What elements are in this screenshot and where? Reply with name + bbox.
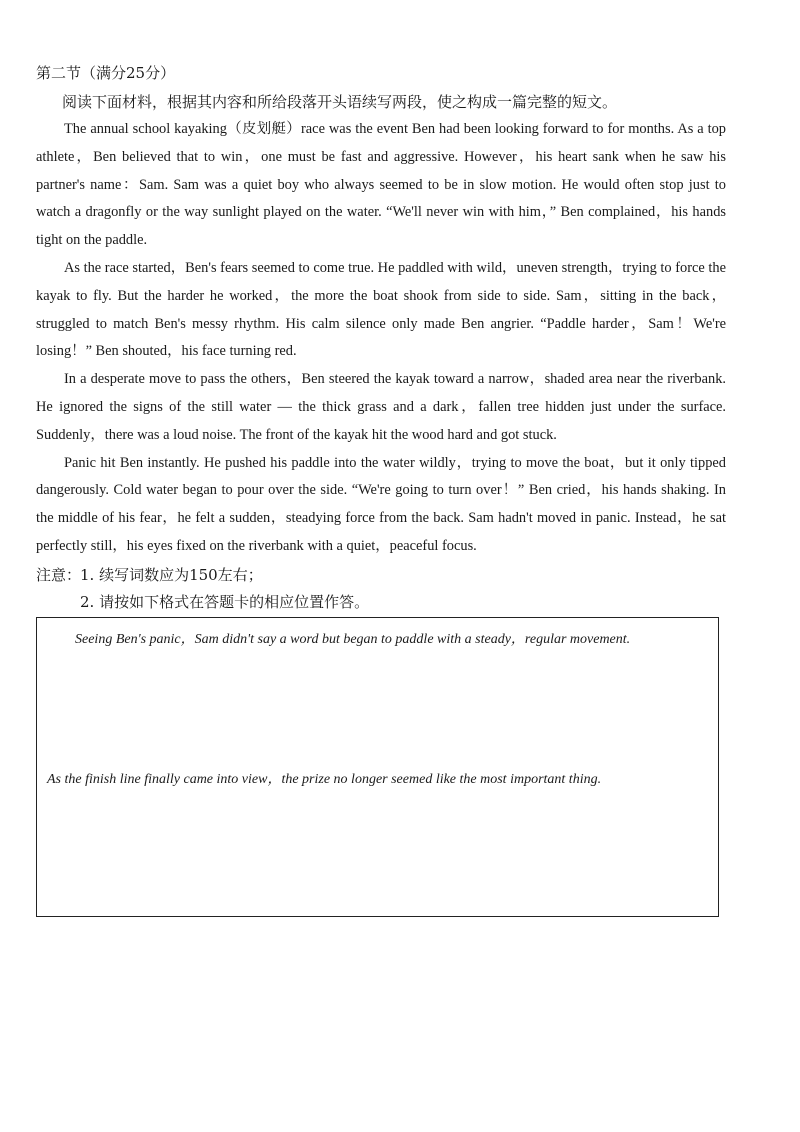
- passage-paragraph-2: As the race started，Ben's fears seemed to come true. He paddled with wild，uneven strength，trying to force the kayak to fly. But the harder he worked，the more the boat shook from side to side. Sam，sitting in the back，struggled to match Ben's messy rhythm. His calm silence only made Ben angrier. “Paddle harder，Sam！We're losing！” Ben shouted，his face turning red.: [36, 259, 726, 360]
- note-text: 请按如下格式在答题卡的相应位置作答。: [99, 593, 370, 611]
- note-item-2: [36, 589, 369, 616]
- passage-paragraph-4: Panic hit Ben instantly. He pushed his paddle into the water wildly，trying to move the boat，but it only tipped dangerously. Cold water began to pour over the side. “We're going to turn over！” Ben cried，his hands shaking. In the middle of his fear，he felt a sudden，steadying force from the back. Sam hadn't moved in panic. Instead，he sat perfectly still，his eyes fixed on the riverbank with a quiet，peaceful focus.: [36, 454, 726, 554]
- reading-passage: [36, 116, 726, 561]
- note-number: 1.: [80, 566, 95, 584]
- note-text: 续写词数应为150左右；: [99, 566, 263, 584]
- paragraph-starter-1: Seeing Ben's panic，Sam didn't say a word but began to paddle with a steady，regular movement.: [75, 632, 631, 647]
- note-number: 2.: [80, 593, 95, 611]
- passage-paragraph-1: The annual school kayaking（皮划艇）race was the event Ben had been looking forward to for months. As a top athlete，Ben believed that to win，one must be fast and aggressive. However，his heart sank when he saw his partner's name：Sam. Sam was a quiet boy who always seemed to be in slow motion. He would often stop just to watch a dragonfly or the way sunlight played on the water. “We'll never win with him，” Ben complained，his hands tight on the paddle.: [36, 121, 726, 249]
- task-instruction: 阅读下面材料，根据其内容和所给段落开头语续写两段，使之构成一篇完整的短文。: [62, 93, 618, 111]
- note-item-1: [36, 562, 369, 589]
- answer-box[interactable]: [36, 617, 719, 917]
- section-title: 第二节（满分25分）: [36, 64, 176, 82]
- paragraph-starter-2: As the finish line finally came into view，the prize no longer seemed like the most important thing.: [47, 772, 602, 787]
- passage-paragraph-3: In a desperate move to pass the others，Ben steered the kayak toward a narrow，shaded area near the riverbank. He ignored the signs of the still water — the thick grass and a dark，fallen tree hidden just under the surface. Suddenly，there was a loud noise. The front of the kayak hit the wood hard and got stuck.: [36, 371, 726, 443]
- notes-section: [36, 562, 369, 616]
- notes-label: 注意：: [36, 566, 82, 584]
